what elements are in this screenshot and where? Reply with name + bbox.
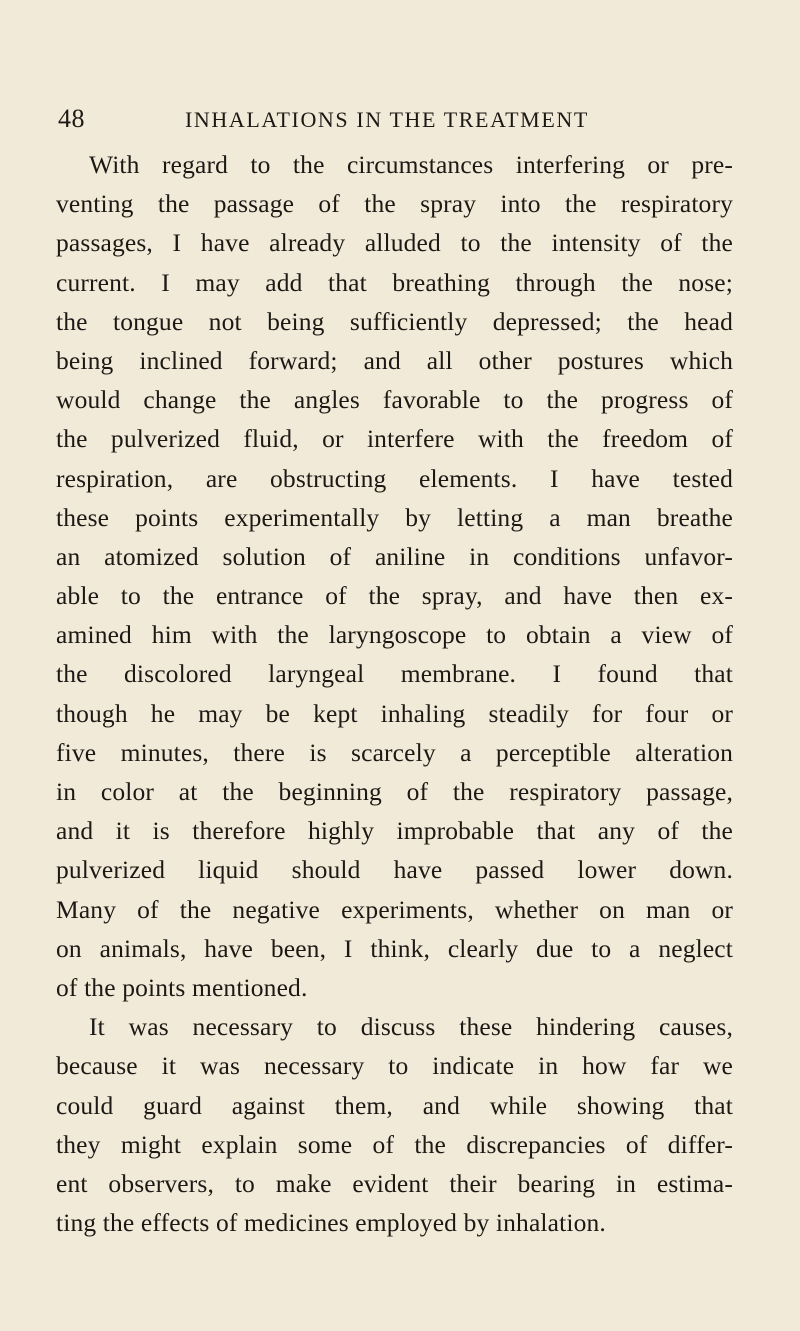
text-line: pulverized liquid should have passed lower down. (56, 855, 733, 885)
text-line: they might explain some of the discrepancies of differ- (56, 1129, 733, 1159)
text-line: of the points mentioned. (56, 972, 308, 1002)
text-line: would change the angles favorable to the progress of (56, 385, 733, 415)
text-line: Many of the negative experiments, whether on man or (56, 894, 733, 924)
text-line: five minutes, there is scarcely a perceptible alteration (56, 737, 733, 767)
paragraph-2 (56, 1007, 733, 1242)
text-line: amined him with the laryngoscope to obtain a view of (56, 620, 733, 650)
text-line: an atomized solution of aniline in conditions unfavor- (56, 541, 733, 571)
text-line: though he may be kept inhaling steadily for four or (56, 698, 733, 728)
text-line: the pulverized fluid, or interfere with the freedom of (56, 424, 733, 454)
text-line: passages, I have already alluded to the intensity of the (56, 228, 733, 258)
paragraph-1 (56, 145, 733, 1007)
text-line: ent observers, to make evident their bearing in estima- (56, 1168, 733, 1198)
text-line: venting the passage of the spray into the respiratory (56, 189, 733, 219)
text-line: the discolored laryngeal membrane. I found that (56, 659, 733, 689)
text-line: current. I may add that breathing through the nose; (56, 267, 733, 297)
text-line: because it was necessary to indicate in how far we (56, 1051, 733, 1081)
text-line: It was necessary to discuss these hindering causes, (89, 1012, 733, 1042)
page-number: 48 (58, 104, 85, 133)
text-line: able to the entrance of the spray, and have then ex- (56, 581, 733, 611)
text-line: ting the effects of medicines employed by inhalation. (56, 1208, 606, 1238)
text-line: being inclined forward; and all other postures which (56, 345, 733, 375)
text-line: in color at the beginning of the respiratory passage, (56, 777, 733, 806)
text-line: the tongue not being sufficiently depressed; the head (56, 306, 733, 336)
page-header (58, 104, 718, 134)
text-line: these points experimentally by letting a man breathe (56, 502, 733, 532)
text-line: could guard against them, and while showing that (56, 1090, 733, 1120)
text-line: With regard to the circumstances interfering or pre- (89, 150, 733, 179)
text-line: on animals, have been, I think, clearly due to a neglect (56, 933, 733, 963)
body-text (56, 145, 733, 1242)
text-line: respiration, are obstructing elements. I have tested (56, 463, 733, 493)
text-line: and it is therefore highly improbable that any of the (56, 816, 733, 846)
running-head: INHALATIONS IN THE TREATMENT (185, 107, 589, 132)
